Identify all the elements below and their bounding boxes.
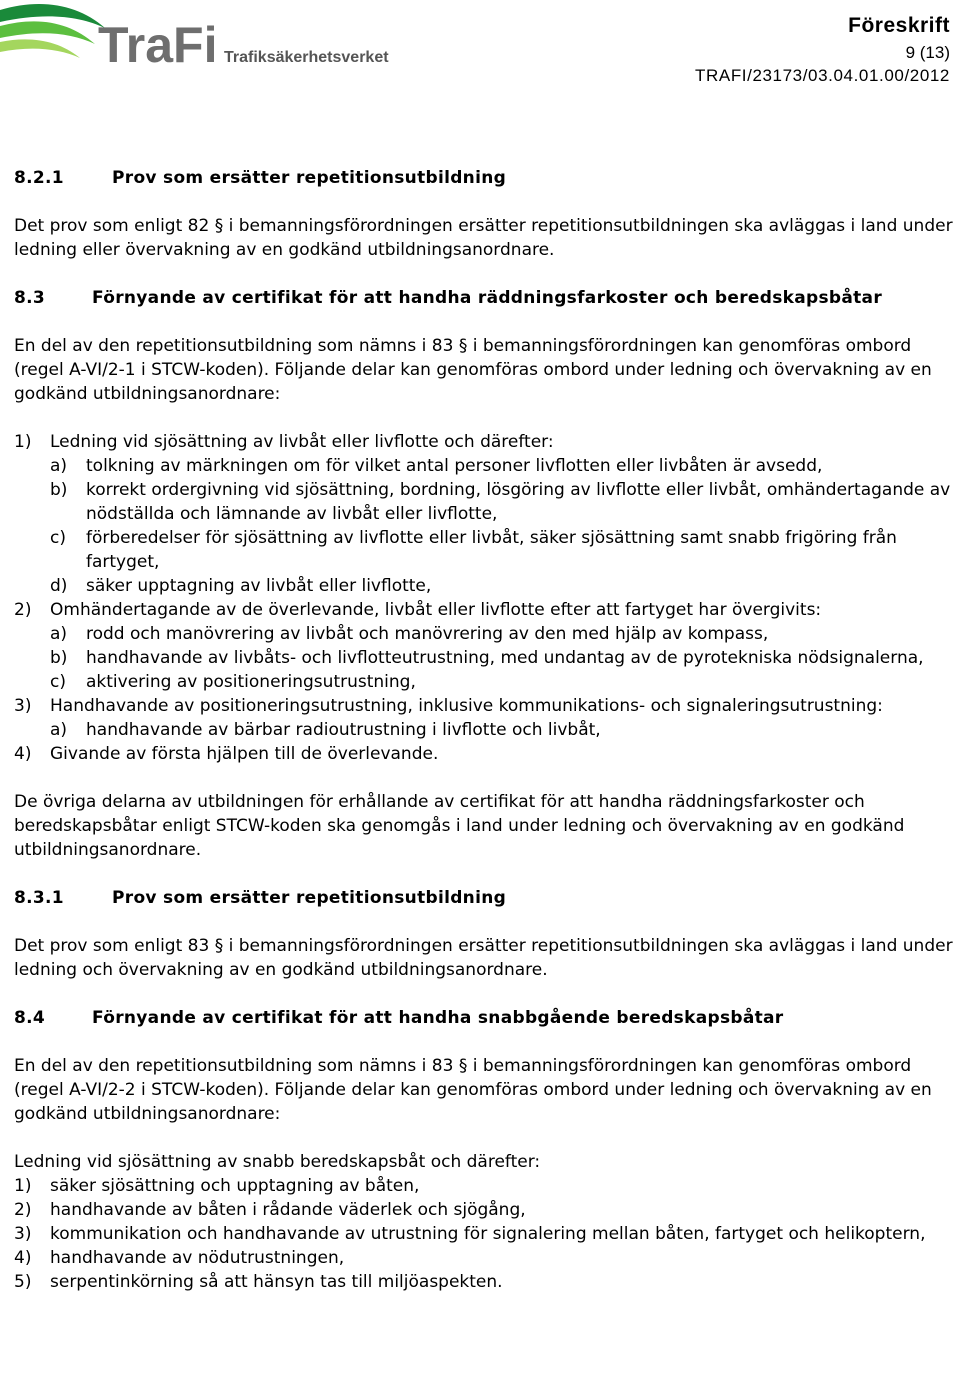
document-body (14, 166, 954, 1294)
list-subitem: a) handhavande av bärbar radioutrustning i livflotte och livbåt, (50, 720, 601, 740)
list-item: 4) handhavande av nödutrustningen, (14, 1248, 345, 1268)
list-item: 3) kommunikation och handhavande av utrustning för signalering mellan båten, fartyget och helikoptern, (14, 1224, 926, 1244)
document-kind: Föreskrift (848, 14, 950, 37)
list-subitem: c) förberedelser för sjösättning av livflotte eller livbåt, säker sjösättning samt snabb frigöring från fartyget, (50, 528, 897, 572)
paragraph-8-3-outro: De övriga delarna av utbildningen för erhållande av certifikat för att handha räddningsfarkoster och beredskapsbåtar enligt STCW-koden ska genomgås i land under ledning och övervakning av en godkänd utbildningsanordnare. (14, 792, 905, 860)
list-item: 4) Givande av första hjälpen till de överlevande. (14, 744, 439, 764)
section-heading-8-2-1: 8.2.1 Prov som ersätter repetitionsutbildning (14, 168, 507, 188)
section-heading-8-3: 8.3 Förnyande av certifikat för att handha räddningsfarkoster och beredskapsbåtar (14, 288, 883, 308)
paragraph-8-3-intro: En del av den repetitionsutbildning som nämns i 83 § i bemanningsförordningen kan genomföras ombord (regel A-VI/2-1 i STCW-koden). Följande delar kan genomföras ombord under ledning och övervakning av en godkänd utbildningsanordnare: (14, 336, 932, 404)
trafi-logo (0, 0, 400, 78)
list-item: 5) serpentinkörning så att hänsyn tas till miljöaspekten. (14, 1272, 503, 1292)
list-item: 3) Handhavande av positioneringsutrustning, inklusive kommunikations- och signaleringsutrustning: (14, 696, 883, 716)
list-subitem: c) aktivering av positioneringsutrustning, (50, 672, 416, 692)
page-number: 9 (13) (905, 43, 950, 62)
list-item: 2) handhavande av båten i rådande väderlek och sjögång, (14, 1200, 526, 1220)
list-subitem: b) korrekt ordergivning vid sjösättning, bordning, lösgöring av livflotte eller livbåt, omhändertagande av nödställda och lämnande av livbåt eller livflotte, (50, 480, 951, 524)
list-subitem: a) rodd och manövrering av livbåt och manövrering av den med hjälp av kompass, (50, 624, 769, 644)
section-heading-8-3-1: 8.3.1 Prov som ersätter repetitionsutbildning (14, 888, 507, 908)
list-subitem: a) tolkning av märkningen om för vilket antal personer livflotten eller livbåten är avsedd, (50, 456, 823, 476)
list-item: 1) Ledning vid sjösättning av livbåt eller livflotte och därefter: (14, 432, 554, 452)
logo-text: TraFi (98, 17, 218, 73)
logo-subtext: Trafiksäkerhetsverket (224, 49, 389, 66)
section-heading-8-4: 8.4 Förnyande av certifikat för att handha snabbgående beredskapsbåtar (14, 1008, 784, 1028)
paragraph-8-3-1: Det prov som enligt 83 § i bemanningsförordningen ersätter repetitionsutbildningen ska avläggas i land under ledning och övervakning av en godkänd utbildningsanordnare. (14, 936, 953, 980)
paragraph-8-4-lead: Ledning vid sjösättning av snabb beredskapsbåt och därefter: (14, 1152, 541, 1172)
list-item: 1) säker sjösättning och upptagning av båten, (14, 1176, 420, 1196)
list-subitem: b) handhavande av livbåts- och livflotteutrustning, med undantag av de pyrotekniska nödsignalerna, (50, 648, 924, 668)
paragraph-8-4-intro: En del av den repetitionsutbildning som nämns i 83 § i bemanningsförordningen kan genomföras ombord (regel A-VI/2-2 i STCW-koden). Följande delar kan genomföras ombord under ledning och övervakning av en godkänd utbildningsanordnare: (14, 1056, 932, 1124)
paragraph-8-2-1: Det prov som enligt 82 § i bemanningsförordningen ersätter repetitionsutbildningen ska avläggas i land under ledning eller övervakning av en godkänd utbildningsanordnare. (14, 216, 953, 260)
reference-number: TRAFI/23173/03.04.01.00/2012 (695, 66, 950, 85)
list-item: 2) Omhändertagande av de överlevande, livbåt eller livflotte efter att fartyget har övergivits: (14, 600, 822, 620)
list-subitem: d) säker upptagning av livbåt eller livflotte, (50, 576, 432, 596)
